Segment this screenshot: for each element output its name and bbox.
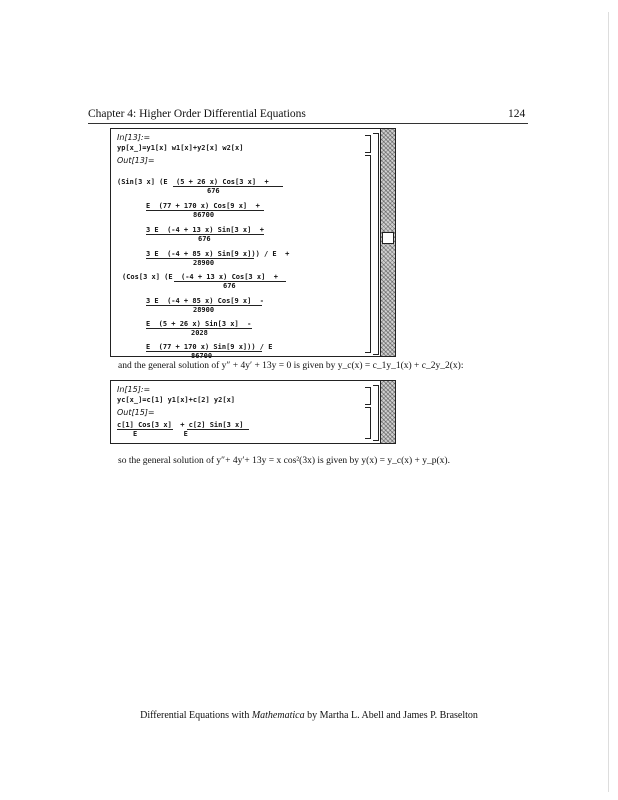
body-text: so the general solution of y″+ 4y′+ 13y = x cos²(3x) is given by y(x) = y_c(x) + y_p(x). [118,456,450,466]
output-line: E (77 + 170 x) Sin[9 x])) / E [146,343,273,351]
fraction-bar [173,186,283,187]
header-rule [88,123,528,124]
denominator: 676 [207,187,220,195]
denominator: 2028 [191,329,208,337]
body-text: and the general solution of y″ + 4y′ + 13y = 0 is given by y_c(x) = c_1y_1(x) + c_2y_2(x): [118,361,464,371]
fraction-bar [187,429,249,430]
page-number: 124 [508,108,526,120]
denominator: 86700 [191,352,213,360]
output-line: 3 E (-4 + 13 x) Sin[3 x] + [146,226,265,234]
output-line: 3 E (-4 + 85 x) Cos[9 x] - [146,297,265,305]
input-label: In[13]:= [117,133,151,142]
denominator: 28900 [193,259,215,267]
output-label: Out[13]= [117,156,155,165]
cell-bracket[interactable] [365,407,371,439]
group-bracket[interactable] [373,133,379,355]
output-line: (Cos[3 x] (E (-4 + 13 x) Cos[3 x] + [122,273,278,281]
notebook-window-1 [110,128,396,360]
cell-bracket[interactable] [365,387,371,405]
footer-italic: Mathematica [251,710,305,721]
denominator: 86700 [193,211,215,219]
page-footer [0,710,618,721]
input-code[interactable]: yc[x_]=c[1] y1[x]+c[2] y2[x] [117,396,236,404]
scrollbar[interactable] [380,129,395,356]
denominator: 676 [198,235,211,243]
chapter-title: Chapter 4: Higher Order Differential Equations [88,108,306,120]
cell-bracket[interactable] [365,155,371,353]
page-edge [608,12,609,792]
cell-bracket[interactable] [365,135,371,153]
output-line: E (5 + 26 x) Sin[3 x] - [146,320,252,328]
footer-text: by Martha L. Abell and James P. Braselton [304,710,478,721]
denominator: 676 [223,282,236,290]
output-line: (Sin[3 x] (E (5 + 26 x) Cos[3 x] + [117,178,269,186]
scroll-thumb[interactable] [382,232,394,244]
footer-text: Differential Equations with [140,710,252,721]
input-code[interactable]: yp[x_]=y1[x] w1[x]+y2[x] w2[x] [117,144,244,152]
group-bracket[interactable] [373,385,379,441]
denominator: E E [133,430,188,438]
output-label: Out[15]= [117,408,155,417]
output-line: E (77 + 170 x) Cos[9 x] + [146,202,260,210]
denominator: 28900 [193,306,215,314]
scrollbar[interactable] [380,381,395,443]
output-line: 3 E (-4 + 85 x) Sin[9 x])) / E + [146,250,290,258]
notebook-window-2 [110,380,396,444]
input-label: In[15]:= [117,385,151,394]
output-line: c[1] Cos[3 x] + c[2] Sin[3 x] [117,421,244,429]
